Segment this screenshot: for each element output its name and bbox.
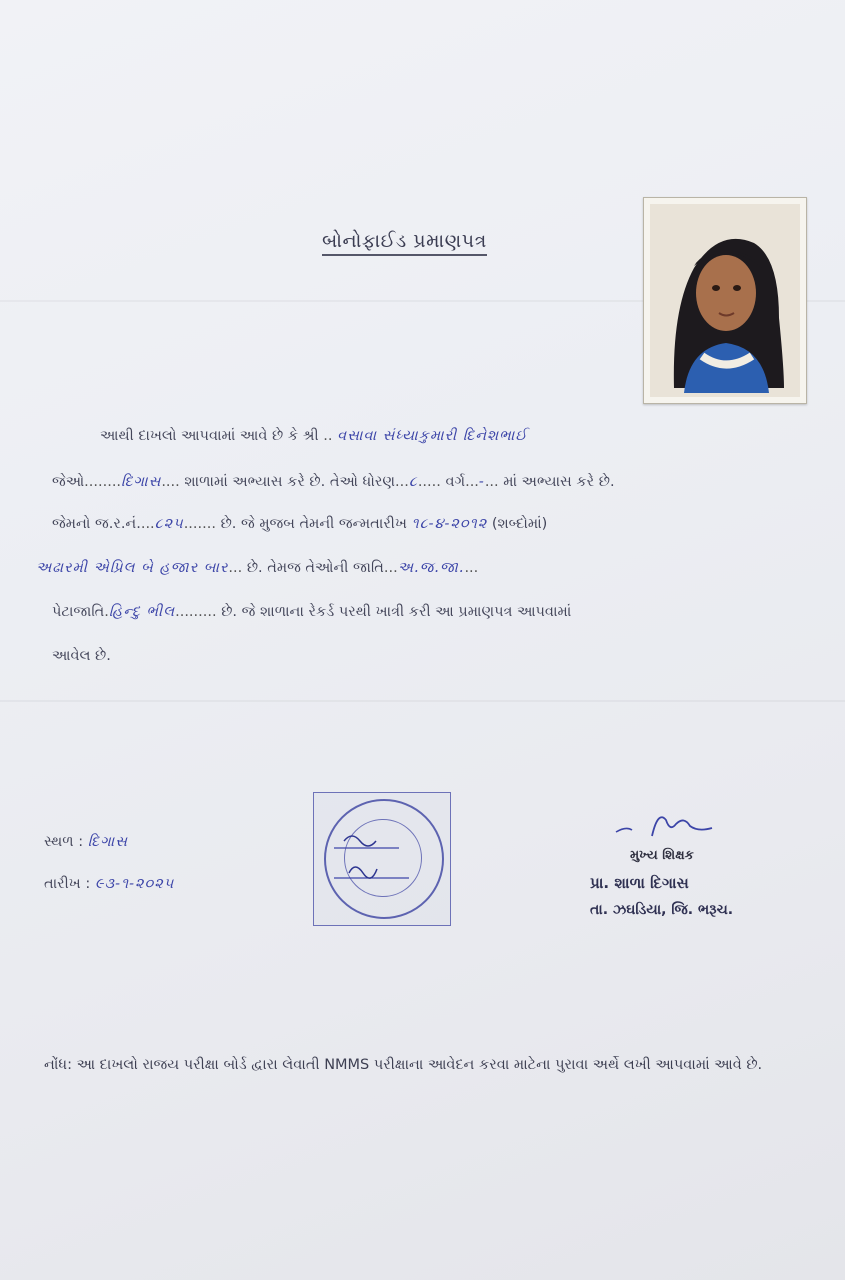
caste-value: અ.જ.જા.	[397, 560, 465, 576]
text-line3-suffix: (શબ્દોમાં)	[491, 516, 548, 532]
student-name-value: વસાવા સંધ્યાકુમારી દિનેશભાઈ	[337, 428, 528, 444]
text-line2-suffix: માં અભ્યાસ કરે છે.	[503, 474, 615, 490]
division-value: -	[478, 474, 485, 490]
birth-date-words-value: અઢારમી એપ્રિલ બે હજાર બાર	[36, 560, 229, 576]
birth-date-value: ૧૮-૪-૨૦૧૨	[411, 516, 488, 532]
text-line3-mid: છે. જે મુજબ તેમની જન્મતારીખ	[220, 516, 407, 532]
text-line4-mid: છે. તેમજ તેઓની જાતિ	[246, 560, 384, 576]
certificate-line-1: આથી દાખલો આપવામાં આવે છે કે શ્રી .. વસાવા સંધ્યાકુમારી દિનેશભાઈ	[100, 428, 528, 444]
place-value: દિગાસ	[87, 834, 128, 850]
text-line2-mid2: વર્ગ	[445, 474, 466, 490]
certificate-line-3: જેમનો જ.ર.નં....૮૨૫....... છે. જે મુજબ તેમની જન્મતારીખ ૧૮-૪-૨૦૧૨ (શબ્દોમાં)	[52, 516, 548, 532]
paper-crease	[0, 700, 845, 702]
certificate-line-2: જેઓ........દિગાસ.... શાળામાં અભ્યાસ કરે છે. તેઓ ધોરણ...૮..... વર્ગ...-... માં અભ્યાસ કરે છે.	[52, 474, 615, 490]
date-label: તારીખ :	[44, 876, 91, 892]
signature-mark	[612, 806, 722, 846]
signatory-place: તા. ઝઘડિયા, જિ. ભરૂચ.	[590, 902, 734, 918]
certificate-line-5: પેટાજાતિ.હિન્દુ ભીલ......... છે. જે શાળાના રેકર્ડ પરથી ખાત્રી કરી આ પ્રમાણપત્ર આપવામાં	[52, 604, 572, 620]
footnote: નોંધ: આ દાખલો રાજય પરીક્ષા બોર્ડ દ્વારા લેવાતી NMMS પરીક્ષાના આવેદન કરવા માટેના પુરાવા અર્થે લખી આપવામાં આવે છે.	[44, 1057, 763, 1073]
text-line2-mid: શાળામાં અભ્યાસ કરે છે. તેઓ ધોરણ	[184, 474, 395, 490]
text-line5-prefix: પેટાજાતિ	[52, 604, 105, 620]
date-row	[44, 876, 174, 892]
signatory-title: મુખ્ય શિક્ષક	[630, 848, 694, 863]
student-photo	[643, 197, 807, 404]
place-label: સ્થળ :	[44, 834, 84, 850]
standard-value: ૮	[408, 474, 418, 490]
school-stamp	[313, 792, 451, 926]
signatory-school: પ્રા. શાળા દિગાસ	[590, 874, 689, 892]
text-line5-suffix: છે. જે શાળાના રેકર્ડ પરથી ખાત્રી કરી આ પ્રમાણપત્ર આપવામાં	[221, 604, 572, 620]
date-value: ૯૩-૧-૨૦૨૫	[94, 876, 175, 892]
certificate-line-4: અઢારમી એપ્રિલ બે હજાર બાર... છે. તેમજ તેઓની જાતિ...અ.જ.જા....	[36, 560, 479, 576]
gr-number-value: ૮૨૫	[154, 516, 184, 532]
text-line2-prefix: જેઓ	[52, 474, 85, 490]
school-name-value: દિગાસ	[121, 474, 162, 490]
text-line3-prefix: જેમનો જ.ર.નં.	[52, 516, 141, 532]
certificate-title: બોનોફાઈડ પ્રમાણપત્ર	[322, 230, 487, 256]
subcaste-value: હિન્દુ ભીલ	[108, 604, 176, 620]
place-row	[44, 834, 128, 850]
text-line1-prefix: આથી દાખલો આપવામાં આવે છે કે શ્રી	[100, 428, 319, 444]
certificate-line-6: આવેલ છે.	[52, 648, 111, 664]
